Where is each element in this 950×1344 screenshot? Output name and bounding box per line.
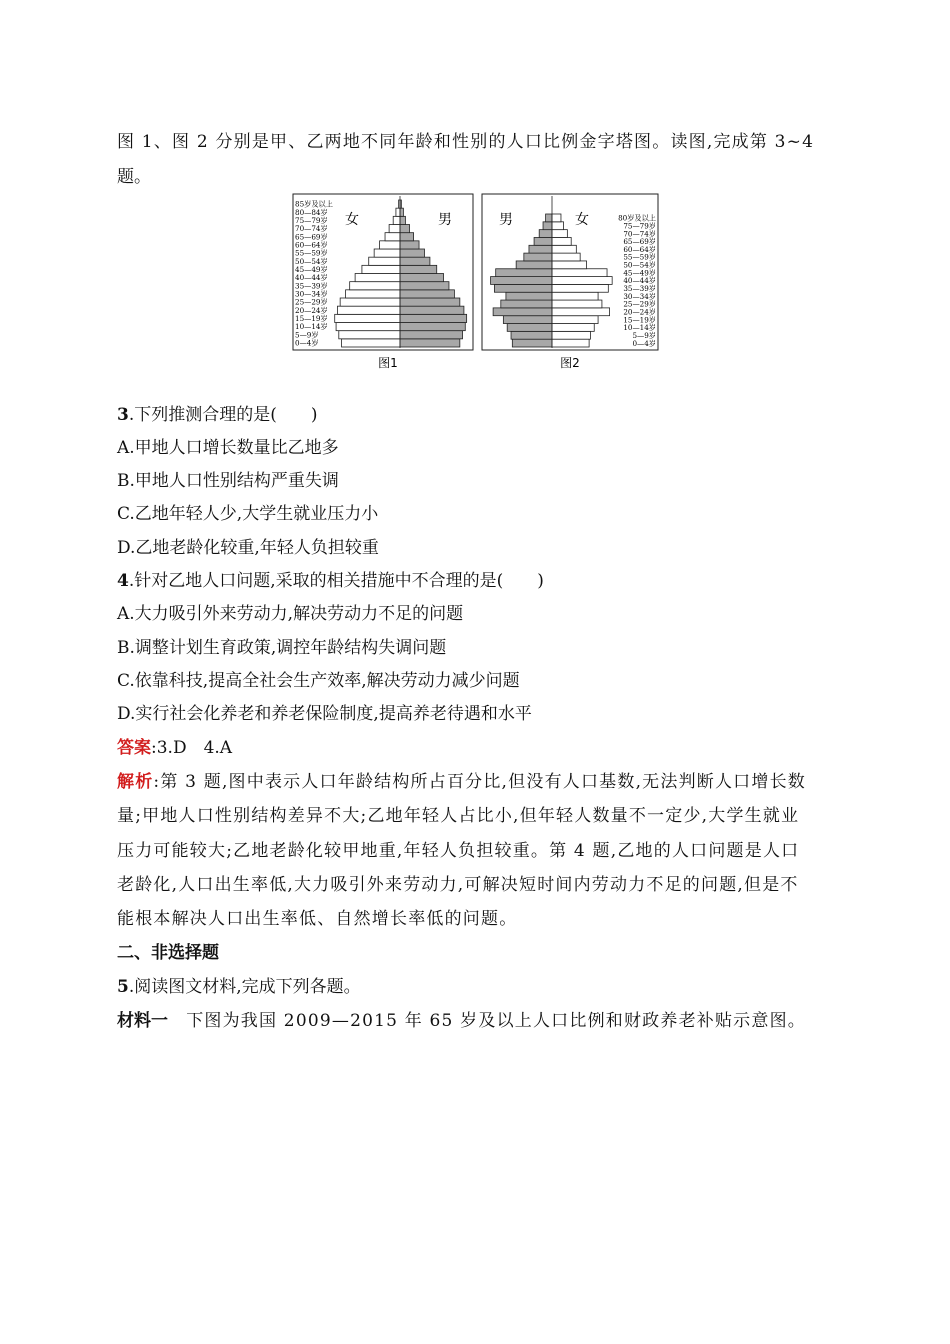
- figure2-male-bar: [524, 253, 552, 261]
- analysis-line-3: 压力可能较大;乙地老龄化较甲地重,年轻人负担较重。第 4 题,乙地的人口问题是人口: [117, 841, 800, 861]
- figure1-male-bar: [400, 331, 463, 339]
- figure1-age-label: 30—34岁: [295, 289, 328, 299]
- figure1-age-label: 25—29岁: [295, 297, 328, 307]
- figure1-female-bar: [389, 225, 400, 233]
- q3-option-c: C.乙地年轻人少,大学生就业压力小: [117, 504, 379, 524]
- figure2-female-bar: [552, 331, 590, 339]
- figure2-age-label: 30—34岁: [623, 291, 656, 301]
- figure2-female-bar: [552, 292, 598, 300]
- figure2-male-bar: [506, 292, 552, 300]
- q3-stem-text: .下列推测合理的是( ): [128, 405, 318, 425]
- figure1-female-bar: [380, 241, 400, 249]
- figure1-female-bar: [342, 339, 400, 347]
- q5-stem: [117, 976, 361, 998]
- figure1-female-bar: [374, 249, 400, 257]
- figure1-age-label: 60—64岁: [295, 240, 328, 250]
- figure2-male-bar: [493, 308, 552, 316]
- figure2-male-bar: [543, 222, 552, 230]
- figure2-male-bar: [546, 214, 552, 222]
- figure2-male-bar: [496, 269, 552, 277]
- figure1-age-label: 10—14岁: [295, 322, 328, 332]
- analysis-label: 解析: [117, 772, 154, 792]
- figure1-female-bar: [340, 298, 400, 306]
- answer-line: [117, 737, 232, 759]
- figure1-male-bar: [400, 339, 460, 347]
- figure1-age-label: 75—79岁: [295, 216, 328, 225]
- q4-option-a: A.大力吸引外来劳动力,解决劳动力不足的问题: [117, 604, 464, 624]
- figure2-age-label: 25—29岁: [623, 299, 656, 309]
- figure2-male-bar: [501, 300, 552, 308]
- figure1-age-labels: [295, 200, 333, 348]
- figure2-age-label: 10—14岁: [623, 323, 656, 333]
- figure1-age-label: 15—19岁: [295, 314, 328, 323]
- figure1-female-bar: [339, 331, 400, 339]
- figure2-age-label: 5—9岁: [632, 330, 656, 340]
- figure2-age-label: 50—54岁: [623, 260, 656, 270]
- figure1-age-label: 35—39岁: [295, 281, 328, 291]
- q3-option-d: D.乙地老龄化较重,年轻人负担较重: [117, 538, 379, 558]
- figure2-female-bar: [552, 308, 610, 316]
- q3-number: 3: [117, 405, 129, 425]
- figure1-female-bar: [369, 257, 400, 265]
- figure2-female-bar: [552, 269, 607, 277]
- figure1-female-bar: [337, 306, 400, 314]
- q3-option-a: A.甲地人口增长数量比乙地多: [117, 438, 339, 458]
- figure2-male-bar: [529, 245, 552, 253]
- figure1-age-label: 65—69岁: [295, 232, 328, 242]
- figure1-age-label: 50—54岁: [295, 256, 328, 266]
- figure1-age-label: 20—24岁: [295, 305, 328, 315]
- answer-text: :3.D 4.A: [151, 738, 233, 758]
- figure1-male-bar: [400, 257, 430, 265]
- figure1-male-bar: [400, 314, 467, 322]
- figure1-female-bar: [393, 216, 400, 224]
- figure2-female-bar: [552, 284, 608, 292]
- analysis-line-5: 能根本解决人口出生率低、自然增长率低的问题。: [117, 909, 518, 929]
- figure1-male-label: 男: [438, 212, 452, 228]
- answer-label: 答案: [117, 738, 151, 758]
- figure1-female-bar: [396, 208, 400, 216]
- q4-stem-text: .针对乙地人口问题,采取的相关措施中不合理的是( ): [128, 571, 544, 591]
- q3-stem: [117, 404, 318, 426]
- figure2-male-bar: [516, 261, 552, 269]
- figure1-female-bar: [335, 314, 400, 322]
- q5-stem-text: .阅读图文材料,完成下列各题。: [128, 977, 361, 997]
- figure1-female-bar: [362, 265, 400, 273]
- figure1-female-label: 女: [345, 212, 359, 228]
- figure2-age-label: 80岁及以上: [618, 213, 656, 223]
- figure2-age-label: 15—19岁: [623, 315, 656, 325]
- q5-material-1: [117, 1010, 806, 1032]
- figure1-age-label: 40—44岁: [295, 273, 328, 283]
- figure2-age-label: 65—69岁: [623, 237, 656, 247]
- figure1-male-bar: [400, 274, 444, 282]
- material-label: 材料一: [117, 1011, 168, 1031]
- analysis-line-2: 量;甲地人口性别结构差异不大;乙地年轻人占比小,但年轻人数量不一定少,大学生就业: [117, 806, 800, 826]
- figure1-age-label: 45—49岁: [295, 265, 328, 274]
- figure1-male-bar: [400, 298, 460, 306]
- figure2-age-label: 20—24岁: [623, 307, 656, 317]
- figure2-male-bar: [539, 230, 552, 238]
- figure1-age-label: 80—84岁: [295, 207, 328, 217]
- figure1-age-label: 5—9岁: [295, 330, 319, 340]
- figure2-female-label: 女: [575, 212, 589, 228]
- figure1-male-bar: [400, 306, 464, 314]
- figure2-female-bar: [552, 261, 587, 269]
- q4-option-b: B.调整计划生育政策,调控年龄结构失调问题: [117, 638, 447, 658]
- figure1-male-bar: [400, 225, 410, 233]
- figure1-age-label: 85岁及以上: [295, 199, 333, 209]
- figure2-female-bar: [552, 237, 571, 245]
- figure2-bars: [491, 214, 613, 347]
- figure2-age-label: 0—4岁: [632, 338, 656, 348]
- figure2-female-bar: [552, 316, 598, 324]
- figure1-caption: 图1: [378, 356, 398, 370]
- figure1-male-bar: [400, 290, 454, 298]
- figure2-male-bar: [511, 331, 552, 339]
- figure1-male-bar: [400, 265, 437, 273]
- figure1-female-bar: [350, 282, 400, 290]
- figure1-male-bar: [400, 233, 414, 241]
- figure2-age-label: 70—74岁: [623, 229, 656, 239]
- intro-line-2: 题。: [117, 167, 151, 187]
- figure1-female-bar: [346, 290, 400, 298]
- figure2-age-label: 35—39岁: [623, 284, 656, 294]
- analysis-text-1: :第 3 题,图中表示人口年龄结构所占百分比,但没有人口基数,无法判断人口增长数: [153, 772, 806, 792]
- q4-option-d: D.实行社会化养老和养老保险制度,提高养老待遇和水平: [117, 704, 532, 724]
- figure2-female-bar: [552, 339, 589, 347]
- figure2-female-bar: [552, 245, 576, 253]
- figure2-female-bar: [552, 253, 580, 261]
- figure2-male-label: 男: [499, 212, 513, 228]
- figure1-female-bar: [385, 233, 400, 241]
- analysis-line-4: 老龄化,人口出生率低,大力吸引外来劳动力,可解决短时间内劳动力不足的问题,但是不: [117, 875, 799, 895]
- figure1-male-bar: [400, 216, 405, 224]
- figure1-age-label: 0—4岁: [295, 338, 319, 348]
- figure2-age-label: 40—44岁: [623, 276, 656, 286]
- figure1-male-bar: [400, 323, 465, 331]
- figure1-age-label: 70—74岁: [295, 224, 328, 234]
- figure1-female-bar: [355, 274, 400, 282]
- figure1-male-bar: [400, 249, 424, 257]
- analysis-line-1: [117, 771, 806, 793]
- q5-number: 5: [117, 977, 129, 997]
- figure1-female-bar: [336, 323, 400, 331]
- figure2-age-labels: [618, 214, 656, 348]
- figure2-age-label: 45—49岁: [623, 268, 656, 278]
- figure1-male-bar: [400, 208, 403, 216]
- q4-option-c: C.依靠科技,提高全社会生产效率,解决劳动力减少问题: [117, 671, 520, 691]
- q4-number: 4: [117, 571, 129, 591]
- figure2-caption: 图2: [560, 356, 580, 370]
- figure2-male-bar: [507, 324, 552, 332]
- intro-line-1: 图 1、图 2 分别是甲、乙两地不同年龄和性别的人口比例金字塔图。读图,完成第 3~4: [117, 132, 815, 152]
- figure2-male-bar: [491, 277, 552, 285]
- figure1-male-bar: [400, 282, 449, 290]
- figure1-age-label: 55—59岁: [295, 248, 328, 258]
- figure2-age-label: 55—59岁: [623, 252, 656, 262]
- figure2-female-bar: [552, 222, 564, 230]
- figure2-female-bar: [552, 300, 602, 308]
- figure2-female-bar: [552, 277, 612, 285]
- figure2-female-bar: [552, 230, 567, 238]
- q3-option-b: B.甲地人口性别结构严重失调: [117, 471, 339, 491]
- figure2-male-bar: [494, 284, 552, 292]
- q4-stem: [117, 570, 544, 592]
- section2-title: 二、非选择题: [117, 943, 219, 963]
- figure2-female-bar: [552, 324, 594, 332]
- figure2-male-bar: [534, 237, 552, 245]
- figure2-age-label: 60—64岁: [623, 244, 656, 254]
- figure2-female-bar: [552, 214, 561, 222]
- material-text: 下图为我国 2009—2015 年 65 岁及以上人口比例和财政养老补贴示意图。: [168, 1011, 806, 1031]
- figure2-male-bar: [512, 339, 552, 347]
- figure2-age-label: 75—79岁: [623, 221, 656, 231]
- population-pyramid-figures: [290, 192, 662, 374]
- figure1-male-bar: [400, 241, 419, 249]
- figure2-male-bar: [503, 316, 552, 324]
